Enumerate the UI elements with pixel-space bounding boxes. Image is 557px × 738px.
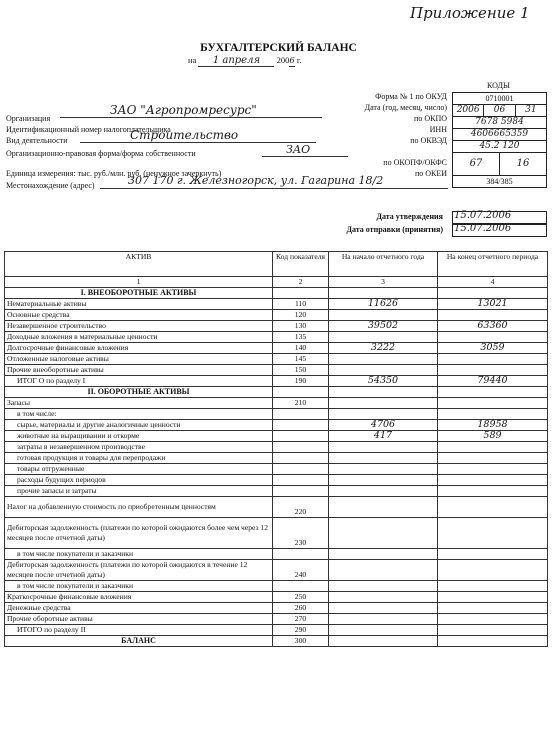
- row-label: товары отгруженные: [5, 463, 273, 474]
- end-value: [438, 496, 548, 517]
- empty-cell: [329, 287, 438, 298]
- col-number: 4: [438, 277, 548, 288]
- empty-cell: [438, 386, 548, 397]
- row-code: 110: [273, 298, 329, 309]
- start-value: 11626: [329, 298, 438, 309]
- inn-code: 4606665359: [453, 128, 546, 140]
- row-label: Доходные вложения в материальные ценности: [5, 331, 273, 342]
- table-row: [5, 559, 548, 580]
- row-label: Прочие внеоборотные активы: [5, 364, 273, 375]
- row-label: сырье, материалы и другие аналогичные ценности: [5, 419, 273, 430]
- table-row: [5, 353, 548, 364]
- row-code: [273, 419, 329, 430]
- address-value: 307 170 г. Железногорск, ул. Гагарина 18/2: [128, 174, 384, 187]
- row-label: прочие запасы и затраты: [5, 485, 273, 496]
- table-row: [5, 580, 548, 591]
- table-row: [5, 602, 548, 613]
- row-code: [273, 441, 329, 452]
- start-value: [329, 613, 438, 624]
- end-value: [438, 353, 548, 364]
- end-value: [438, 559, 548, 580]
- legal-form-label: Организационно-правовая форма/форма собственности: [6, 149, 196, 158]
- section-title: I. ВНЕОБОРОТНЫЕ АКТИВЫ: [5, 287, 273, 298]
- empty-cell: [438, 287, 548, 298]
- col-header-asset: АКТИВ: [5, 252, 273, 277]
- balance-total-row: [5, 635, 548, 646]
- table-row: [5, 624, 548, 635]
- section-title: II. ОБОРОТНЫЕ АКТИВЫ: [5, 386, 273, 397]
- end-value: [438, 474, 548, 485]
- table-row: [5, 548, 548, 559]
- row-label: Дебиторская задолженность (платежи по которой ожидаются более чем через 12 месяцев после отчетной даты): [5, 517, 273, 548]
- table-row: [5, 298, 548, 309]
- col-header-code: Код показателя: [273, 252, 329, 277]
- table-row: [5, 364, 548, 375]
- okfs-code: 16: [499, 153, 546, 175]
- empty-cell: [273, 386, 329, 397]
- address-label: Местонахождение (адрес): [6, 181, 95, 190]
- row-label: ИТОГО по разделу II: [5, 624, 273, 635]
- end-value: [438, 580, 548, 591]
- approval-label: Дата утверждения: [376, 212, 443, 221]
- table-row: [5, 375, 548, 386]
- row-label: животные на выращивании и откорме: [5, 430, 273, 441]
- end-value: [438, 463, 548, 474]
- row-code: 150: [273, 364, 329, 375]
- date-label: Дата (год, месяц, число): [364, 103, 447, 112]
- start-value: 3222: [329, 342, 438, 353]
- end-value: [438, 624, 548, 635]
- legal-form-underline: [262, 146, 348, 157]
- table-row: [5, 496, 548, 517]
- table-row: [5, 419, 548, 430]
- start-value: [329, 397, 438, 408]
- date-prefix: на: [188, 55, 197, 65]
- row-code: 220: [273, 496, 329, 517]
- start-value: [329, 591, 438, 602]
- start-value: [329, 602, 438, 613]
- row-label: в том числе покупатели и заказчики: [5, 548, 273, 559]
- row-code: 190: [273, 375, 329, 386]
- row-label: Дебиторская задолженность (платежи по которой ожидаются в течение 12 месяцев после отчетной даты): [5, 559, 273, 580]
- row-code: [273, 474, 329, 485]
- start-value: [329, 580, 438, 591]
- approval-value: 15.07.2006: [454, 210, 512, 221]
- date-year: 2006: [456, 105, 480, 115]
- date-codes: [453, 104, 546, 116]
- appendix-note: Приложение 1: [410, 4, 530, 22]
- okved-label: по ОКВЭД: [410, 136, 447, 145]
- start-value: [329, 331, 438, 342]
- end-value: [438, 397, 548, 408]
- row-code: [273, 485, 329, 496]
- end-value: [438, 602, 548, 613]
- start-value: 4706: [329, 419, 438, 430]
- sending-label: Дата отправки (принятия): [346, 225, 443, 234]
- table-row: [5, 517, 548, 548]
- start-value: [329, 624, 438, 635]
- end-value: [438, 408, 548, 419]
- row-code: 120: [273, 309, 329, 320]
- row-label: готовая продукция и товары для перепродажи: [5, 452, 273, 463]
- table-row: [5, 591, 548, 602]
- table-row: [5, 452, 548, 463]
- date-day-month: 1 апреля: [198, 55, 274, 67]
- row-label: Основные средства: [5, 309, 273, 320]
- activity-label: Вид деятельности: [6, 136, 68, 145]
- start-value: [329, 463, 438, 474]
- table-row: [5, 320, 548, 331]
- end-value: [438, 548, 548, 559]
- table-row: [5, 331, 548, 342]
- end-value: [438, 364, 548, 375]
- col-header-start: На начало отчетного года: [329, 252, 438, 277]
- date-year-prefix: 200: [276, 55, 290, 65]
- row-label: Отложенные налоговые активы: [5, 353, 273, 364]
- row-label: Прочие оборотные активы: [5, 613, 273, 624]
- row-label: Долгосрочные финансовые вложения: [5, 342, 273, 353]
- okud-label: Форма № 1 по ОКУД: [375, 92, 447, 101]
- row-code: 240: [273, 559, 329, 580]
- date-year-digit: 6: [289, 56, 295, 66]
- start-value: [329, 635, 438, 646]
- row-label: затраты в незавершенном производстве: [5, 441, 273, 452]
- okved-code: 45.2 120: [453, 140, 546, 152]
- start-value: [329, 517, 438, 548]
- page-title: БУХГАЛТЕРСКИЙ БАЛАНС: [200, 42, 357, 54]
- okud-code: 0710001: [485, 94, 514, 103]
- table-row: [5, 613, 548, 624]
- empty-cell: [273, 287, 329, 298]
- end-value: [438, 441, 548, 452]
- table-header-row: [5, 252, 548, 277]
- start-value: 54350: [329, 375, 438, 386]
- end-value: [438, 635, 548, 646]
- row-code: [273, 408, 329, 419]
- table-row: [5, 463, 548, 474]
- row-code: 130: [273, 320, 329, 331]
- end-value: [438, 452, 548, 463]
- row-label: Запасы: [5, 397, 273, 408]
- table-row: [5, 430, 548, 441]
- table-row: [5, 441, 548, 452]
- row-code: 250: [273, 591, 329, 602]
- row-code: [273, 580, 329, 591]
- row-code: 135: [273, 331, 329, 342]
- row-label: Незавершенное строительство: [5, 320, 273, 331]
- start-value: 39502: [329, 320, 438, 331]
- okei-label: по ОКЕИ: [414, 169, 447, 178]
- end-value: [438, 331, 548, 342]
- start-value: [329, 452, 438, 463]
- row-code: 210: [273, 397, 329, 408]
- row-code: 290: [273, 624, 329, 635]
- col-number: 1: [5, 277, 273, 288]
- date-month: 06: [483, 105, 514, 116]
- row-label: расходы будущих периодов: [5, 474, 273, 485]
- start-value: [329, 559, 438, 580]
- okpo-label: по ОКПО: [414, 114, 447, 123]
- okopf-codes: [453, 152, 546, 175]
- section-header-row: [5, 386, 548, 397]
- row-code: [273, 548, 329, 559]
- row-code: 145: [273, 353, 329, 364]
- inn-label: ИНН: [429, 125, 447, 134]
- sending-value: 15.07.2006: [454, 223, 512, 234]
- end-value: 3059: [438, 342, 548, 353]
- end-value: 589: [438, 430, 548, 441]
- end-value: 18958: [438, 419, 548, 430]
- end-value: [438, 517, 548, 548]
- col-header-end: На конец отчетного периода: [438, 252, 548, 277]
- row-label: ИТОГ О по разделу I: [5, 375, 273, 386]
- row-code: 230: [273, 517, 329, 548]
- row-code: 300: [273, 635, 329, 646]
- row-label: Нематериальные активы: [5, 298, 273, 309]
- row-code: 270: [273, 613, 329, 624]
- legal-form-value: ЗАО: [286, 143, 311, 156]
- balance-table: [4, 251, 548, 647]
- table-number-row: [5, 277, 548, 288]
- row-code: [273, 452, 329, 463]
- end-value: [438, 309, 548, 320]
- okpo-code: 7678 5984: [453, 116, 546, 128]
- okei-code: 384/385: [453, 175, 546, 187]
- org-value: ЗАО "Агропромресурс": [110, 103, 257, 117]
- inn-label-left: Идентификационный номер налогоплательщика: [6, 125, 171, 134]
- table-row: [5, 397, 548, 408]
- end-value: 79440: [438, 375, 548, 386]
- start-value: [329, 353, 438, 364]
- table-row: [5, 474, 548, 485]
- okopf-label: по ОКОПФ/ОКФС: [383, 158, 447, 167]
- row-label: в том числе покупатели и заказчики: [5, 580, 273, 591]
- date-suffix: г.: [296, 55, 302, 65]
- start-value: [329, 309, 438, 320]
- table-row: [5, 309, 548, 320]
- table-row: [5, 408, 548, 419]
- start-value: [329, 364, 438, 375]
- row-code: [273, 430, 329, 441]
- row-code: 260: [273, 602, 329, 613]
- start-value: [329, 441, 438, 452]
- row-label: БАЛАНС: [5, 635, 273, 646]
- codes-header: КОДЫ: [487, 81, 510, 90]
- col-number: 3: [329, 277, 438, 288]
- report-date-line: [188, 55, 368, 67]
- org-label: Организация: [6, 114, 51, 123]
- date-day: 31: [515, 105, 546, 116]
- start-value: [329, 474, 438, 485]
- table-row: [5, 342, 548, 353]
- end-value: [438, 591, 548, 602]
- start-value: [329, 408, 438, 419]
- end-value: [438, 613, 548, 624]
- row-label: Денежные средства: [5, 602, 273, 613]
- row-label: Налог на добавленную стоимость по приобретенным ценностям: [5, 496, 273, 517]
- codes-box: [452, 92, 547, 188]
- start-value: [329, 548, 438, 559]
- col-number: 2: [273, 277, 329, 288]
- row-code: [273, 463, 329, 474]
- okopf-code: 67: [469, 158, 483, 169]
- start-value: [329, 485, 438, 496]
- empty-cell: [329, 386, 438, 397]
- row-label: Краткосрочные финансовые вложения: [5, 591, 273, 602]
- activity-value: Строительство: [130, 128, 239, 142]
- start-value: 417: [329, 430, 438, 441]
- row-code: 140: [273, 342, 329, 353]
- end-value: 13021: [438, 298, 548, 309]
- table-row: [5, 485, 548, 496]
- end-value: 63360: [438, 320, 548, 331]
- row-label: в том числе:: [5, 408, 273, 419]
- end-value: [438, 485, 548, 496]
- start-value: [329, 496, 438, 517]
- section-header-row: [5, 287, 548, 298]
- unit-label: Единица измерения: тыс. руб./млн. руб. (ненужное зачеркнуть): [6, 169, 222, 178]
